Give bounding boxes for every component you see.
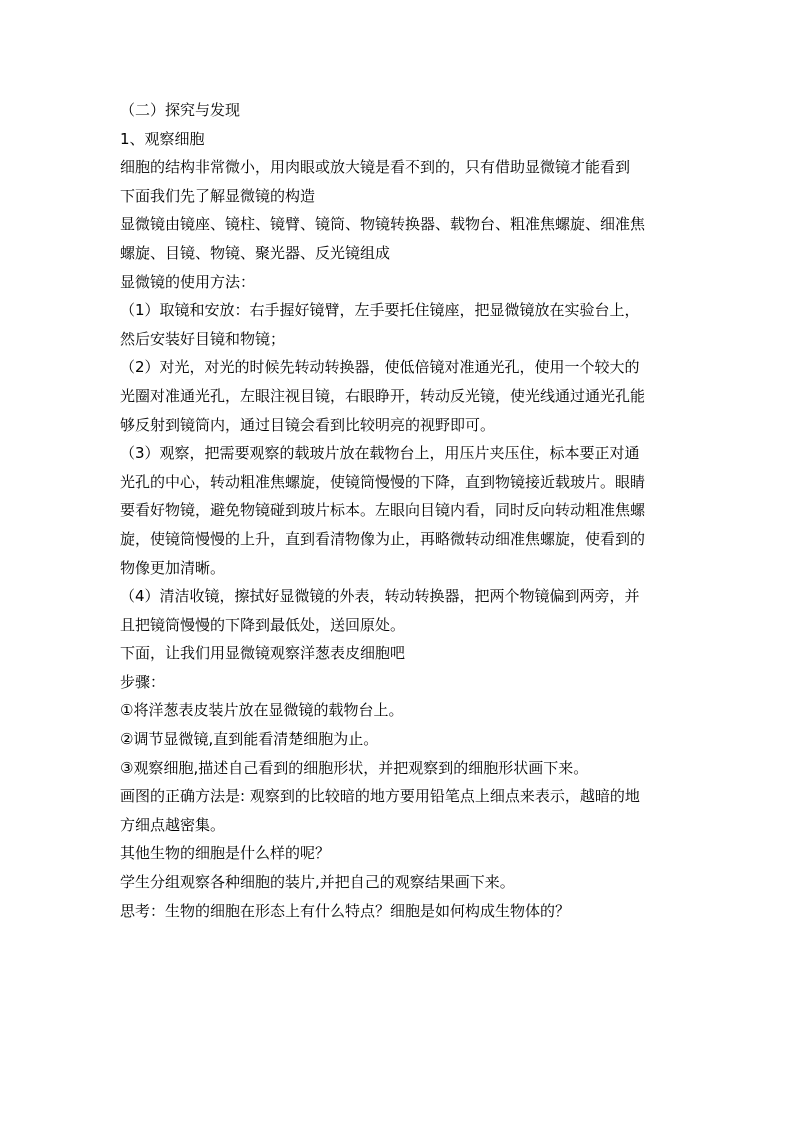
text-line: 下面我们先了解显微镜的构造 [120, 186, 316, 205]
text-line: 显微镜由镜座、镜柱、镜臂、镜筒、物镜转换器、载物台、粗准焦螺旋、细准焦 [120, 215, 646, 234]
text-line: 够反射到镜筒内，通过目镜会看到比较明亮的视野即可。 [120, 415, 496, 434]
text-line: 其他生物的细胞是什么样的呢？ [120, 844, 331, 863]
text-line: 旋，使镜筒慢慢的上升，直到看清物像为止，再略微转动细准焦螺旋，使看到的 [120, 529, 646, 548]
text-line: 显微镜的使用方法： [120, 272, 256, 291]
subsection-heading: 1、观察细胞 [120, 129, 205, 148]
text-line: （4）清洁收镜，擦拭好显微镜的外表，转动转换器，把两个物镜偏到两旁，并 [120, 587, 640, 606]
document-body [120, 96, 680, 925]
step-item: ③观察细胞,描述自己看到的细胞形状，并把观察到的细胞形状画下来。 [120, 758, 589, 777]
text-line: 光圈对准通光孔，左眼注视目镜，右眼睁开，转动反光镜，使光线通过通光孔能 [120, 386, 646, 405]
text-line: 然后安装好目镜和物镜； [120, 329, 286, 348]
text-line: 画图的正确方法是: 观察到的比较暗的地方要用铅笔点上细点来表示，越暗的地 [120, 787, 640, 806]
text-line: （1）取镜和安放：右手握好镜臂，左手要托住镜座，把显微镜放在实验台上， [120, 301, 640, 320]
text-line: 学生分组观察各种细胞的装片,并把自己的观察结果画下来。 [120, 873, 515, 892]
text-line: 且把镜筒慢慢的下降到最低处，送回原处。 [120, 615, 406, 634]
text-line: 光孔的中心，转动粗准焦螺旋，使镜筒慢慢的下降，直到物镜接近载玻片。眼睛 [120, 472, 646, 491]
text-line: 步骤： [120, 672, 166, 691]
text-line: 细胞的结构非常微小，用肉眼或放大镜是看不到的，只有借助显微镜才能看到 [120, 158, 631, 177]
text-line: 要看好物镜，避免物镜碰到玻片标本。左眼向目镜内看，同时反向转动粗准焦螺 [120, 501, 646, 520]
text-line: （2）对光，对光的时候先转动转换器，使低倍镜对准通光孔，使用一个较大的 [120, 358, 640, 377]
text-line: 思考：生物的细胞在形态上有什么特点？细胞是如何构成生物体的？ [120, 901, 571, 920]
step-item: ②调节显微镜,直到能看清楚细胞为止。 [120, 730, 379, 749]
text-line: 下面，让我们用显微镜观察洋葱表皮细胞吧 [120, 644, 406, 663]
step-item: ①将洋葱表皮装片放在显微镜的载物台上。 [120, 701, 404, 720]
text-line: 螺旋、目镜、物镜、聚光器、反光镜组成 [120, 243, 391, 262]
text-line: 方细点越密集。 [120, 815, 226, 834]
text-line: （3）观察，把需要观察的载玻片放在载物台上，用压片夹压住，标本要正对通 [120, 444, 640, 463]
section-heading: （二）探究与发现 [120, 101, 241, 119]
text-line: 物像更加清晰。 [120, 558, 226, 577]
